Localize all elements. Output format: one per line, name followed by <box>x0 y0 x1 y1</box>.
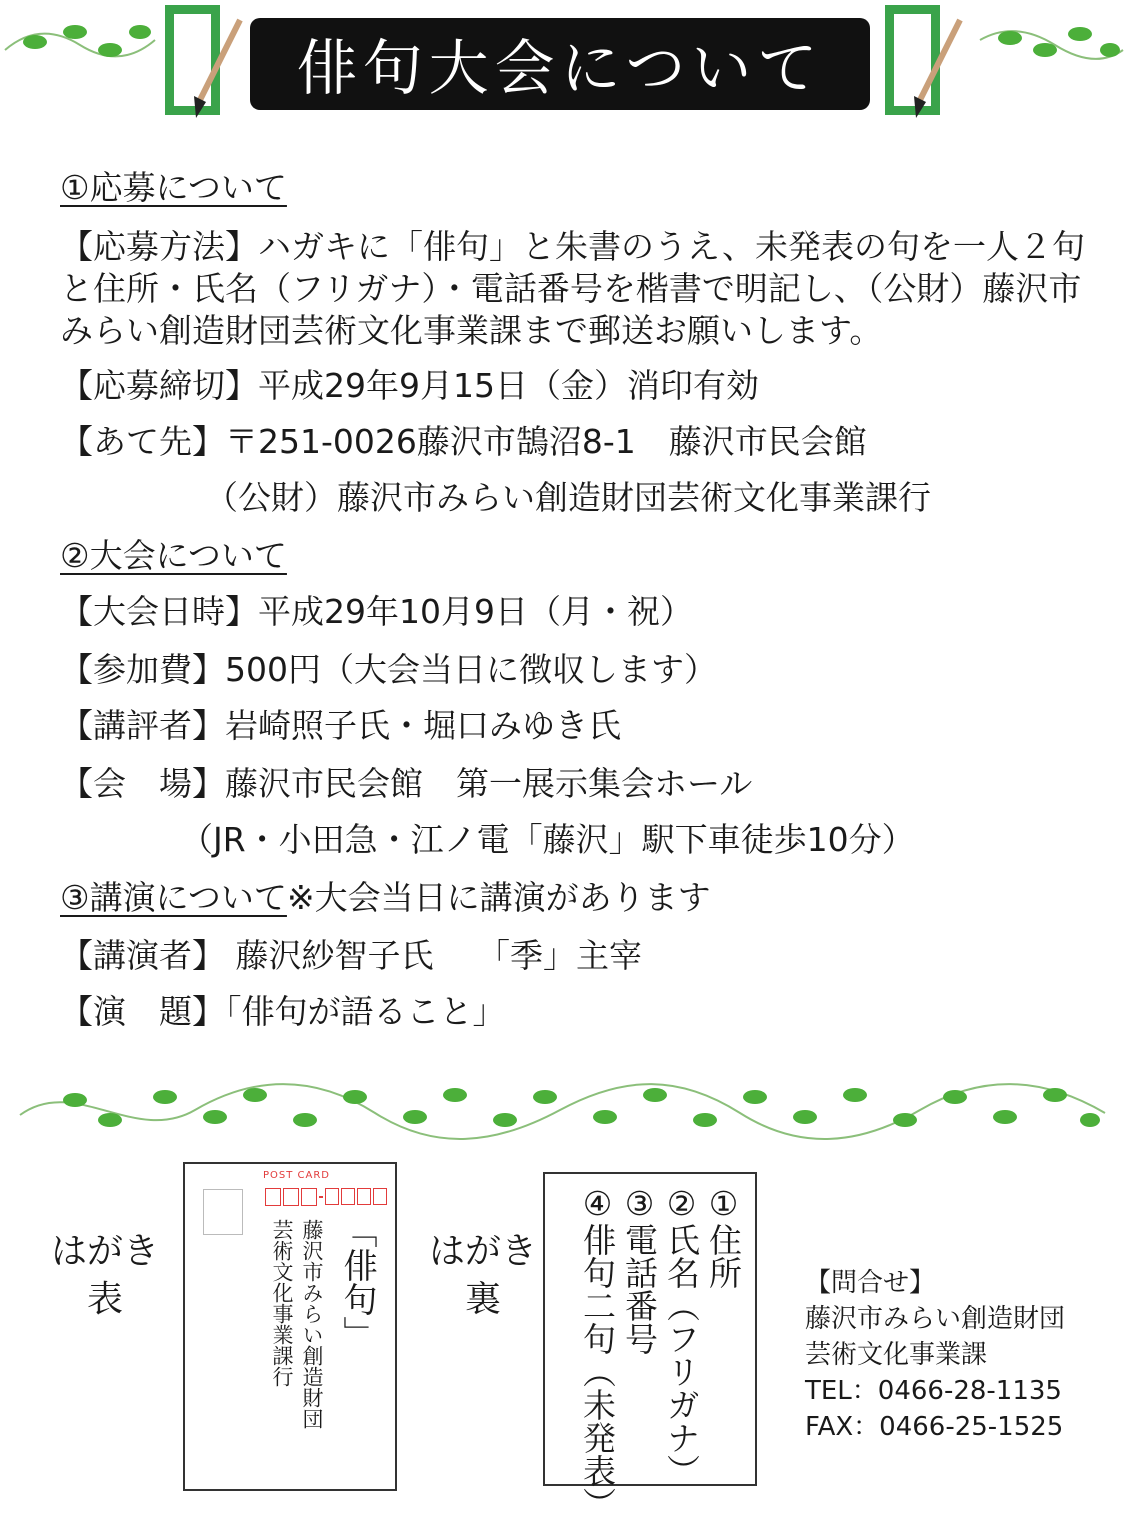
contact-org2: 芸術文化事業課 <box>805 1340 988 1370</box>
page-title: 俳句大会について <box>250 18 870 110</box>
contact-heading: 【問合せ】 <box>805 1268 936 1298</box>
postcard-back-label-text: はがき裏 <box>428 1231 537 1320</box>
addressee-org-line2: 芸術文化事業課行 <box>270 1219 294 1387</box>
back-item-haiku: ④俳句二句（未発表） <box>578 1184 617 1520</box>
apply-deadline: 【応募締切】平成29年9月15日（金）消印有効 <box>60 366 759 405</box>
postcard-back <box>543 1172 757 1520</box>
event-fee: 【参加費】500円（大会当日に徴収します） <box>60 650 717 689</box>
event-venue: 【会 場】藤沢市民会館 第一展示集会ホール <box>60 764 753 803</box>
contact-info <box>805 1265 1065 1445</box>
postcard-front <box>183 1162 397 1491</box>
section-lecture-heading-row <box>60 878 711 918</box>
postcard-front-label-text: はがき表 <box>50 1231 159 1320</box>
vine-decoration-left <box>0 10 160 70</box>
haiku-mark: 「俳句」 <box>337 1214 377 1350</box>
section-lecture-heading: ③講演について <box>60 878 287 917</box>
vine-decoration-right <box>975 10 1125 70</box>
lecture-topic: 【演 題】「俳句が語ること」 <box>60 992 506 1031</box>
postcard-back-label <box>428 1228 538 1324</box>
lecture-note: ※大会当日に講演があります <box>286 878 711 917</box>
contact-org1: 藤沢市みらい創造財団 <box>805 1304 1066 1334</box>
stamp-box <box>203 1189 243 1235</box>
section-apply-heading: ①応募について <box>60 168 287 207</box>
post-card-header: POST CARD <box>263 1170 331 1181</box>
event-datetime: 【大会日時】平成29年10月9日（月・祝） <box>60 592 693 631</box>
contact-fax: FAX：0466-25-1525 <box>805 1412 1064 1442</box>
brush-frame-icon <box>880 0 970 120</box>
addressee-org-line1: 藤沢市みらい創造財団 <box>300 1219 324 1429</box>
apply-address-line2: （公財）藤沢市みらい創造財団芸術文化事業課行 <box>205 478 931 517</box>
section-event-heading: ②大会について <box>60 536 287 575</box>
apply-method: 【応募方法】ハガキに「俳句」と朱書のうえ、未発表の句を一人２句と住所・氏名（フリガナ）・電話番号を楷書で明記し、（公財）藤沢市みらい創造財団芸術文化事業課まで郵送お願いします。 <box>60 227 1085 350</box>
postal-code-boxes <box>265 1188 387 1206</box>
postcard-front-label <box>50 1228 160 1324</box>
lecture-speaker: 【講演者】 藤沢紗智子氏 「季」主宰 <box>60 936 642 975</box>
vine-divider <box>15 1075 1110 1145</box>
event-judges: 【講評者】岩崎照子氏・堀口みゆき氏 <box>60 706 621 745</box>
brush-frame-icon <box>160 0 250 120</box>
back-item-address: ①住所 <box>704 1184 743 1289</box>
event-access: （JR・小田急・江ノ電「藤沢」駅下車徒歩10分） <box>180 820 915 859</box>
back-item-name: ②氏名（フリガナ） <box>662 1184 701 1487</box>
apply-address: 【あて先】〒251-0026藤沢市鵠沼8-1 藤沢市民会館 <box>60 422 867 461</box>
contact-tel: TEL：0466-28-1135 <box>805 1376 1062 1406</box>
back-item-phone: ③電話番号 <box>620 1184 659 1355</box>
